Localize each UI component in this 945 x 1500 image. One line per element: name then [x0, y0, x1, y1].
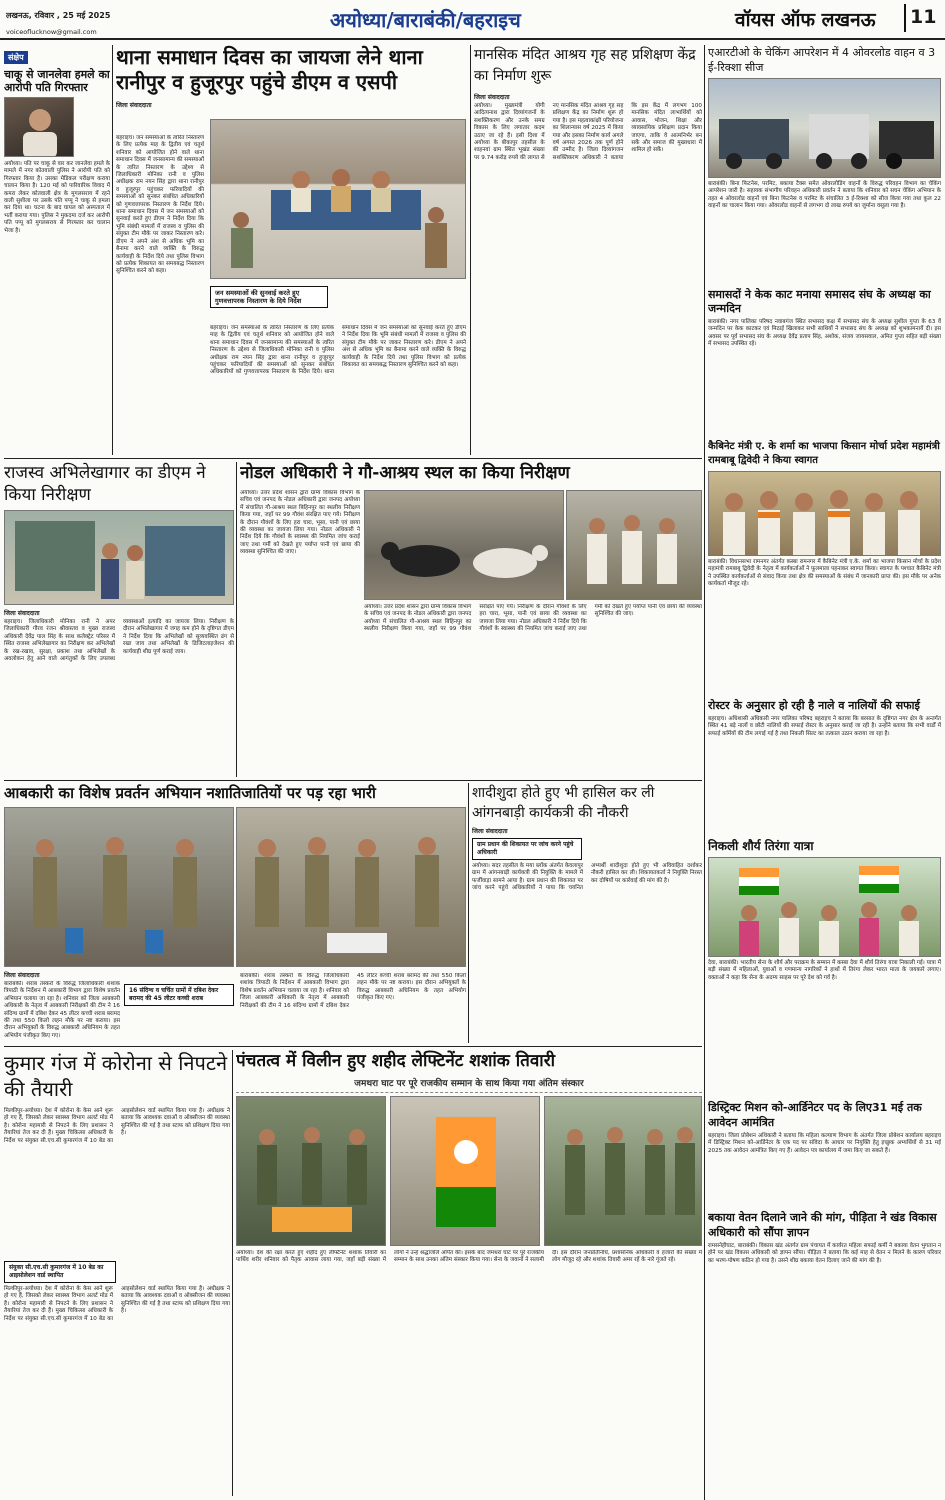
story7-left-text	[240, 490, 360, 777]
tiranga-yatra-photo	[708, 857, 941, 957]
story-nale-safai	[708, 698, 941, 838]
tribute-icon	[391, 1097, 540, 1246]
story6-byline: जिला संवाददाता	[4, 610, 40, 617]
cow-icon	[365, 491, 564, 600]
story1-headline: थाना समाधान दिवस का जायजा लेने थाना रानीपुर व हुजूरपुर पहुंचे डीएम व एसपी	[116, 45, 423, 94]
story12-text: बहराइच। जिला प्रोबेशन अधिकारी ने बताया कि महिला कल्याण विभाग के अंतर्गत जिला प्रोबेशन कार्यालय बहराइच में डिस्ट्रिक्ट मिशन को-आर्डिनेटर के एक पद पर संविदा के आधार पर नियुक्ति हेतु इच्छुक अभ्यर्थियों से 31 मई 2025 तक आवेदन आमंत्रित किए गए हैं। आवेदन पत्र कार्यालय में जमा किए जा सकते हैं।	[708, 1133, 941, 1154]
vehicles-icon	[709, 79, 941, 178]
story-thana-samadhan	[116, 45, 468, 455]
story8-text-wrap-2	[240, 973, 466, 1043]
story15-text-wrap	[236, 1250, 702, 1496]
story-corona-kumarganj	[4, 1050, 230, 1496]
story10-headline: रोस्टर के अनुसार हो रही है नाले व नालियों की सफाई	[708, 699, 920, 712]
story2-text: अयोध्या। मुख्यमंत्री योगी आदित्यनाथ द्वारा दिव्यांगजनों के सशक्तिकरण और उनके समग्र विकास के लिए लगातार कदम उठाए जा रहे हैं। इसी दिशा में अयोध्या के बीकापुर तहसील के शाहनवां ग्राम स्थित भूखंड संख्या पर 9.74 करोड़ रुपये की लागत से नए मानसिक मंदित आश्रय गृह सह प्रशिक्षण केंद्र का निर्माण शुरू हो गया है। इस महत्वाकांक्षी परियोजना का शिलान्यास वर्ष 2025 में किया गया और इसका निर्माण कार्य अगले वर्ष अगस्त 2026 तक पूर्ण होने की उम्मीद है। जिला दिव्यांगजन सशक्तिकरण अधिकारी ने बताया कि इस केंद्र में लगभग 100 मानसिक मंदित लाभार्थियों को आवास, भोजन, शिक्षा और व्यावसायिक प्रशिक्षण प्रदान किया जाएगा, ताकि वे आत्मनिर्भर बन सकें और समाज की मुख्यधारा में शामिल हो सकें।	[474, 103, 702, 161]
meeting-scene-icon	[211, 120, 466, 279]
story3-headline: एआरटीओ के चेकिंग आपरेशन में 4 ओवरलोड वाहन व 3 ई-रिक्शा सीज	[708, 46, 936, 74]
section-title: अयोध्या/बाराबंकी/बहराइच	[330, 8, 521, 32]
masthead-divider	[904, 4, 906, 32]
story8-byline: जिला संवाददाता	[4, 972, 40, 979]
story-mission-coordinator	[708, 1100, 941, 1210]
seized-liquor-icon	[237, 808, 466, 967]
col-rule-4	[236, 462, 237, 777]
story7-headline: नोडल अधिकारी ने गौ-आश्रय स्थल का किया निरीक्षण	[240, 463, 570, 483]
row-rule-2	[4, 780, 702, 781]
story8-text-wrap	[4, 981, 120, 1043]
sidebar-brief	[4, 45, 110, 455]
col-rule-2	[470, 45, 471, 455]
story6-headline: राजस्व अभिलेखागार का डीएम ने किया निरीक्षण	[4, 463, 206, 505]
suspect-photo	[4, 97, 74, 157]
story14-headline: कुमार गंज में कोरोना से निपटने की तैयारी	[4, 1051, 228, 1101]
story7-text-a: अयोध्या। उत्तर प्रदेश शासन द्वारा ग्राम्य विकास विभाग के सचिव एवं जनपद के नोडल अधिकारी द्वारा जनपद अयोध्या में संचालित गौ-आश्रय स्थल बिहिनपुर का स्थलीय निरीक्षण किया गया, जहाँ पर 99 गौवंश संरक्षित पाए गये। निरीक्षण के दौरान गौवंशों के लिए हरा चारा, भूसा, पानी एवं छाया की व्यवस्था का जायजा लिया गया। नोडल अधिकारी ने निर्देश दिये कि गौवंशों के स्वास्थ्य की नियमित जांच कराई जाए तथा गर्मी को देखते हुए पर्याप्त पानी एवं छाया की व्यवस्था सुनिश्चित की जाए।	[240, 490, 360, 556]
row-rule-3	[4, 1046, 702, 1047]
masthead-rule	[0, 38, 945, 40]
story-rajasv-abhilekhagar	[4, 462, 234, 777]
story8-headline: आबकारी का विशेष प्रवर्तन अभियान नशातिजातियों पर पड़ रहा भारी	[4, 784, 376, 802]
seized-vehicles-photo	[708, 78, 941, 178]
story4-headline: समासदों ने केक काट मनाया समासद संघ के अध्यक्ष का जन्मदिन	[708, 288, 931, 315]
story7-text-b: अयोध्या। उत्तर प्रदेश शासन द्वारा ग्राम्य विकास विभाग के सचिव एवं जनपद के नोडल अधिकारी द्वारा जनपद अयोध्या में संचालित गौ-आश्रय स्थल बिहिनपुर का स्थलीय निरीक्षण किया गया, जहाँ पर 99 गौवंश संरक्षित पाए गये। निरीक्षण के दौरान गौवंशों के लिए हरा चारा, भूसा, पानी एवं छाया की व्यवस्था का जायजा लिया गया। नोडल अधिकारी ने निर्देश दिये कि गौवंशों के स्वास्थ्य की नियमित जांच कराई जाए तथा गर्मी को देखते हुए पर्याप्त पानी एवं छाया की व्यवस्था सुनिश्चित की जाए।	[364, 604, 702, 633]
story14-text-b: मिल्कीपुर-अयोध्या। देश में कोरोना के केस आने शुरू हो गए हैं, जिसको लेकर स्वास्थ्य विभाग अलर्ट मोड में है। कोरोना महामारी से निपटने के लिए प्रशासन ने तैयारियां तेज कर दी हैं। मुख्य चिकित्सा अधिकारी के निर्देश पर संयुक्त सी.एच.सी कुमारगंज में 10 बेड का आइसोलेशन वार्ड स्थापित किया गया है। अधीक्षक ने बताया कि आवश्यक दवाओं व ऑक्सीजन की व्यवस्था सुनिश्चित की गई है तथा स्टाफ को प्रशिक्षण दिया गया है।	[4, 1286, 230, 1322]
story5-text: बाराबंकी। विधानसभा रामनगर अंतर्गत कस्बा रामनगर में कैबिनेट मंत्री ए.के. शर्मा का भाजपा किसान मोर्चा के प्रदेश महामंत्री रामबाबू द्विवेदी के नेतृत्व में कार्यकर्ताओं ने फूलमाला पहनाकर स्वागत किया। स्वागत के पश्चात कैबिनेट मंत्री ने उपस्थित कार्यकर्ताओं से संवाद किया तथा क्षेत्र की समस्याओं के संबंध में जानकारी प्राप्त की। इस मौके पर अनेक कार्यकर्ता मौजूद रहे।	[708, 559, 941, 588]
story15-subhead: जमथरा घाट पर पूरे राजकीय सम्मान के साथ किया गया अंतिम संस्कार	[236, 1076, 702, 1093]
raid-photo-1	[4, 807, 234, 967]
story9-boxnote: ग्राम प्रधान की शिकायत पर जांच करने पहुंचे अधिकारी	[472, 838, 582, 860]
story8-boxnote: 16 संदिग्ध व चर्चित ग्रामों में दबिश देकर बरामद की 45 लीटर कच्ची शराब	[124, 984, 234, 1006]
guard-of-honour-icon	[545, 1097, 702, 1246]
col-rule-6	[232, 1050, 233, 1496]
story-samasad	[708, 288, 941, 440]
story-gau-ashray	[240, 462, 702, 777]
story1-text-b: बहराइच। जन समस्याओं के त्वरित निस्तारण के लिए प्रत्येक माह के द्वितीय एवं चतुर्थ शनिवार को आयोजित होने वाले थाना समाधान दिवस में जनसामान्य की समस्याओं के त्वरित निस्तारण के उद्देश्य से जिलाधिकारी मोनिका रानी व पुलिस अधीक्षक राम नयन सिंह द्वारा थाना रानीपुर व हुजूरपुर पहुंचकर फरियादियों की समस्याओं को सुनकर संबंधित अधिकारियों को गुणवत्तापरक निस्तारण के निर्देश दिये। थाना समाधान दिवस में जन समस्याओं को सुनवाई करते हुए डीएम ने निर्देश दिया कि भूमि संबंधी मामलों में राजस्व व पुलिस की संयुक्त टीम मौके पर जाकर निस्तारण करे। डीएम ने अपने अंश से अधिक भूमि का बैनामा करने वाले व्यक्ति के विरुद्ध कार्यवाही के निर्देश दिये तथा पुलिस विभाग को प्रत्येक शिकायत का समयबद्ध निस्तारण सुनिश्चित करने को कहा।	[210, 325, 466, 376]
story2-byline: जिला संवाददाता	[474, 94, 510, 101]
funeral-photo-1	[236, 1096, 386, 1246]
story-abkari	[4, 783, 466, 1043]
story7-right-text	[364, 604, 702, 777]
story12-headline: डिस्ट्रिक्ट मिशन को-आर्डिनेटर पद के लिए31 मई तक आवेदन आमंत्रित	[708, 1101, 922, 1129]
story-arto	[708, 45, 941, 260]
paper-name: वॉयस ऑफ लखनऊ	[735, 9, 876, 31]
funeral-photo-2	[390, 1096, 540, 1246]
story13-headline: बकाया वेतन दिलाने जाने की मांग, पीड़िता ने खंड विकास अधिकारी को सौंपा ज्ञापन	[708, 1211, 937, 1239]
masthead-site: voiceoflucknow@gmail.com	[6, 28, 97, 36]
record-room-photo	[4, 510, 234, 605]
col-rule-left	[112, 45, 113, 455]
story11-text: देवा, बाराबंकी। भारतीय सेना के शौर्य और पराक्रम के सम्मान में कस्बा देवा में शौर्य तिरंगा यात्रा निकाली गई। यात्रा में बड़ी संख्या में महिलाओं, युवाओं व गणमान्य नागरिकों ने हाथों में तिरंगा लेकर भारत माता के जयकारे लगाए। वक्ताओं ने कहा कि सेना के अदम्य साहस पर पूरे देश को गर्व है।	[708, 960, 941, 981]
story1-right-text	[210, 325, 466, 455]
story1-text-a: बहराइच। जन समस्याओं के त्वरित निस्तारण के लिए प्रत्येक माह के द्वितीय एवं चतुर्थ शनिवार को आयोजित होने वाले थाना समाधान दिवस में जनसामान्य की समस्याओं के त्वरित निस्तारण के उद्देश्य से जिलाधिकारी मोनिका रानी व पुलिस अधीक्षक राम नयन सिंह द्वारा थाना रानीपुर व हुजूरपुर पहुंचकर फरियादियों की समस्याओं को सुनकर संबंधित अधिकारियों को गुणवत्तापरक निस्तारण के निर्देश दिये। थाना समाधान दिवस में जन समस्याओं को सुनवाई करते हुए डीएम ने निर्देश दिया कि भूमि संबंधी मामलों में राजस्व व पुलिस की संयुक्त टीम मौके पर जाकर निस्तारण करे। डीएम ने अपने अंश से अधिक भूमि का बैनामा करने वाले व्यक्ति के विरुद्ध कार्यवाही के निर्देश दिये तथा पुलिस विभाग को प्रत्येक शिकायत का समयबद्ध निस्तारण सुनिश्चित करने को कहा।	[116, 135, 204, 275]
story9-text: अयोध्या। सदर तहसील के मया ब्लॉक अंतर्गत केवलापुर ग्राम में आंगनबाड़ी कार्यकत्री की नियुक्ति के मामले में फर्जीवाड़ा सामने आया है। ग्राम प्रधान की शिकायत पर जांच करने पहुंचे अधिकारियों ने पाया कि चयनित अभ्यर्थी शादीशुदा होते हुए भी अविवाहित दर्शाकर नौकरी हासिल कर ली। शिकायतकर्ता ने नियुक्ति निरस्त कर दोषियों पर कार्रवाई की मांग की है।	[472, 863, 702, 892]
page-number: 11	[910, 6, 937, 28]
story15-headline: पंचतत्व में विलीन हुए शहीद लेफ्टिनेंट शशांक तिवारी	[236, 1051, 556, 1071]
story9-headline: शादीशुदा होते हुए भी हासिल कर ली आंगनबाड़ी कार्यकत्री की नौकरी	[472, 785, 655, 821]
story1-boxnote: जन समस्याओं की सुनवाई करते हुए गुणवत्तापरक निस्तारण के दिये निर्देश	[210, 286, 328, 308]
story2-headline: मानसिक मंदित आश्रय गृह सह प्रशिक्षण केंद्र का निर्माण शुरू	[474, 47, 696, 84]
story1-box	[210, 283, 328, 311]
story8-text-b: बाराबंकी। शराब तस्करों के विरुद्ध जिलाधिकारी शशांक त्रिपाठी के निर्देशन में आबकारी विभाग द्वारा विशेष प्रवर्तन अभियान चलाया जा रहा है। शनिवार को जिला आबकारी अधिकारी के नेतृत्व में आबकारी निरीक्षकों की टीम ने 16 संदिग्ध ग्रामों में दबिश देकर 45 लीटर कच्ची शराब बरामद की तथा 550 किलो लहन मौके पर नष्ट कराया। इस दौरान अभियुक्तों के विरुद्ध आबकारी अधिनियम के तहत अभियोग पंजीकृत किए गए।	[240, 973, 466, 1009]
story15-text: अयोध्या। देश की रक्षा करते हुए शहीद हुए लेफ्टिनेंट शशांक तिवारी का पार्थिव शरीर शनिवार को पैतृक आवास लाया गया, जहाँ बड़ी संख्या में लोगों ने उन्हें श्रद्धांजलि अर्पित की। इसके बाद जमथरा घाट पर पूरे राजकीय सम्मान के साथ उनका अंतिम संस्कार किया गया। सेना के जवानों ने सलामी दी। इस दौरान जनप्रतिनिधि, प्रशासनिक अधिकारी व हजारों की संख्या में लोग मौजूद रहे और शशांक तिवारी अमर रहें के नारे गूंजते रहे।	[236, 1250, 702, 1264]
col-rule-3	[704, 45, 705, 1500]
sidebar-text: अयोध्या। पति पर चाकू से वार कर जानलेवा हमले के मामले में नगर कोतवाली पुलिस ने आरोपी पति को गिरफ्तार किया है। उसका मेडिकल परीक्षण कराया चालान किया है। 120 मई को पारिवारिक विवाद में कमरा लेकर कोतवाली क्षेत्र के मुगलसराय में रहने वाली सुशीला पर उसके पति पप्पू ने चाकू से हमला कर दिया था। घटना के बाद घायल को अस्पताल में भर्ती कराया गया। पुलिस ने मुकदमा दर्ज कर आरोपी पति पप्पू को मुगलसराय से गिरफ्तार कर चालान भेजा है।	[4, 161, 110, 234]
story13-text: रामसनेहीघाट, बाराबंकी। विकास खंड अंतर्गत ग्राम पंचायत में कार्यरत महिला सफाई कर्मी ने बकाया वेतन भुगतान न होने पर खंड विकास अधिकारी को ज्ञापन सौंपा। पीड़िता ने बताया कि कई माह से वेतन न मिलने के कारण परिवार का भरण-पोषण कठिन हो गया है। उसने शीघ्र बकाया वेतन दिलाए जाने की मांग की है।	[708, 1243, 941, 1264]
sidebar-label: संक्षेप	[4, 51, 28, 64]
story14-text: मिल्कीपुर-अयोध्या। देश में कोरोना के केस आने शुरू हो गए हैं, जिसको लेकर स्वास्थ्य विभाग अलर्ट मोड में है। कोरोना महामारी से निपटने के लिए प्रशासन ने तैयारियां तेज कर दी हैं। मुख्य चिकित्सा अधिकारी के निर्देश पर संयुक्त सी.एच.सी कुमारगंज में 10 बेड का आइसोलेशन वार्ड स्थापित किया गया है। अधीक्षक ने बताया कि आवश्यक दवाओं व ऑक्सीजन की व्यवस्था सुनिश्चित की गई है तथा स्टाफ को प्रशिक्षण दिया गया है।	[4, 1108, 230, 1144]
story14-boxnote: संयुक्त सी.एच.सी कुमारगंज में 10 बेड का आइसोलेशन वार्ड स्थापित	[4, 1261, 116, 1283]
flag-icon	[709, 858, 941, 957]
story11-headline: निकली शौर्य तिरंगा यात्रा	[708, 839, 814, 853]
nodal-officer-photo	[566, 490, 702, 600]
cow-shelter-photo	[364, 490, 564, 600]
story-mansik-ashray	[474, 45, 702, 455]
story1-byline: जिला संवाददाता	[116, 102, 152, 109]
raid-photo-2	[236, 807, 466, 967]
col-rule-5	[468, 783, 469, 1043]
police-raid-icon	[5, 808, 234, 967]
person-figure-icon	[5, 98, 74, 157]
story3-text: बाराबंकी। बिना फिटनेस, परमिट, बकाया टैक्स समेत ओवरलोडिंग वाहनों के विरुद्ध परिवहन विभाग का चेकिंग आपरेशन जारी है। सहायक संभागीय परिवहन अधिकारी प्रवर्तन ने बताया कि शनिवार को सघन चेकिंग अभियान के तहत 4 ओवरलोड वाहनों एवं बिना फिटनेस व परमिट के संचालित 3 ई-रिक्शा को सीज किया गया तथा कुल 22 वाहनों का चालान किया गया। ओवरलोड वाहनों से लगभग दो लाख रुपये का जुर्माना वसूला गया है।	[708, 181, 941, 210]
story8-text: बाराबंकी। शराब तस्करों के विरुद्ध जिलाधिकारी शशांक त्रिपाठी के निर्देशन में आबकारी विभाग द्वारा विशेष प्रवर्तन अभियान चलाया जा रहा है। शनिवार को जिला आबकारी अधिकारी के नेतृत्व में आबकारी निरीक्षकों की टीम ने 16 संदिग्ध ग्रामों में दबिश देकर 45 लीटर कच्ची शराब बरामद की तथा 550 किलो लहन मौके पर नष्ट कराया। इस दौरान अभियुक्तों के विरुद्ध आबकारी अधिनियम के तहत अभियोग पंजीकृत किए गए।	[4, 981, 120, 1039]
funeral-photo-3	[544, 1096, 702, 1246]
story5-headline: कैबिनेट मंत्री ए. के शर्मा का भाजपा किसान मोर्चा प्रदेश महामंत्री रामबाबू द्विवेदी ने किया स्वागत	[708, 441, 940, 466]
story-shaheed-shashank	[236, 1050, 702, 1496]
story-cabinet-minister	[708, 440, 941, 690]
story10-text: बहराइच। अधिशासी अधिकारी नगर पालिका परिषद बहराइच ने बताया कि बरसात के दृष्टिगत नगर क्षेत्र के अन्तर्गत स्थित 41 बड़े नालों व छोटी नालियों की सफाई रोस्टर के अनुसार कराई जा रही है। उन्होंने बताया कि सभी वार्डों में सफाई कर्मियों की टीम लगाई गई है तथा निकली सिल्ट का तत्काल उठान कराया जा रहा है।	[708, 716, 941, 737]
story-aanganbadi	[472, 783, 702, 1043]
dm-sp-meeting-photo	[210, 119, 466, 279]
row-rule-1	[4, 458, 702, 459]
sidebar-headline: चाकू से जानलेवा हमले का आरोपी पति गिरफ्तार	[4, 68, 110, 94]
story1-left-text	[116, 135, 204, 455]
officer-group-icon	[567, 491, 702, 600]
soldiers-icon	[237, 1097, 386, 1246]
story-tiranga-yatra	[708, 838, 941, 1018]
crowd-icon	[709, 472, 941, 556]
story9-byline: जिला संवाददाता	[472, 828, 508, 835]
masthead-date: लखनऊ, रविवार , 25 मई 2025	[6, 11, 111, 20]
story4-text: बाराबंकी। नगर पालिका परिषद नवाबगंज स्थित सभासद कक्ष में सभासद संघ के अध्यक्ष सुशील गुप्ता के 63 वें जन्मदिन पर केक काटकर एवं मिठाई खिलाकर सभी साथियों ने सभासद संघ के अध्यक्ष को शुभकामनायें दी। इस अवसर पर पूर्व सभासद संघ के अध्यक्ष देवेंद्र प्रताप सिंह, अशोक, संजय जायसवाल, अमित गुप्ता सहित बड़ी संख्या में सभासद उपस्थित रहे।	[708, 319, 941, 348]
officials-icon	[5, 511, 234, 605]
story6-text: बहराइच। जिलाधिकारी मोनिका रानी ने अपर जिलाधिकारी गौरव रंजन श्रीवास्तव व मुख्य राजस्व अधिकारी देवेंद्र पाल सिंह के साथ कलेक्ट्रेट परिसर में स्थित राजस्व अभिलेखागार का निरीक्षण कर अभिलेखों के रख-रखाव, सुरक्षा, प्रकाश तथा अभिलेखों के अवलोकन हेतु आने वाले आगंतुकों के लिए उपलब्ध व्यवस्थाओं इत्यादि का जायजा लिया। निरीक्षण के दौरान अभिलेखागार में जगह कम होने के दृष्टिगत डीएम ने निर्देश दिया कि अभिलेखों को सुव्यवस्थित ढंग से रखा जाय तथा अभिलेखों के डिजिटलाइजेशन की कार्यवाही शीघ्र पूर्ण कराई जाय।	[4, 619, 234, 663]
story-bakaya-vetan	[708, 1210, 941, 1496]
welcome-ceremony-photo	[708, 471, 941, 556]
story8-box	[124, 981, 234, 1009]
